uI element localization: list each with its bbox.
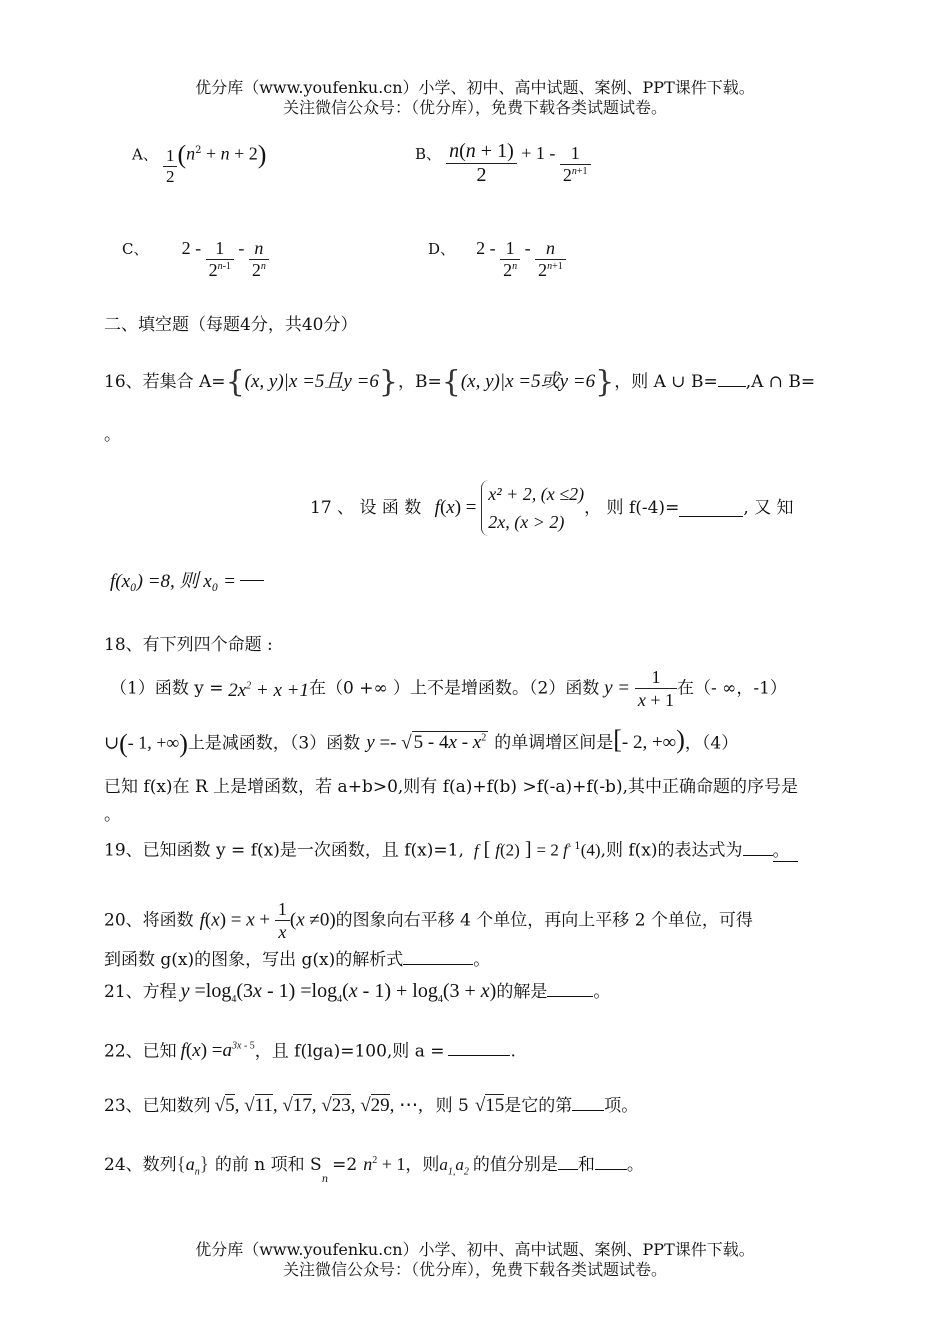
q23-tail2: 是它的第 xyxy=(504,1096,573,1116)
q16-blank-union[interactable] xyxy=(718,370,746,387)
q24-tail2: 的值分别是 xyxy=(472,1155,558,1175)
q21-tail: 的解是 xyxy=(496,982,548,1002)
option-b-fraction-2: $\frac{1}{2^{n+1}}$ xyxy=(560,143,591,186)
q24-blank-1[interactable] xyxy=(558,1153,578,1170)
option-d: D、 2 - $\frac{1}{2^n}$ - $\frac{n}{2^{n+1}}$ xyxy=(428,238,566,281)
option-b: B、 $\frac{n(n + 1)}{2}$ + 1 - $\frac{1}{2^{n+1}}$ xyxy=(415,140,591,187)
q17-condition: f(x₀) =8, 则 x₀ = xyxy=(110,571,236,592)
q21-end: 。 xyxy=(593,982,611,1002)
q24-prefix: 24、数列 xyxy=(104,1155,177,1175)
option-c: C、 2 - $\frac{1}{2^{n-1}}$ - $\frac{n}{2^n}$ xyxy=(122,238,269,281)
q16-tail: ，则 A ∪ B= xyxy=(614,372,718,392)
q18-p1c: 在（- ∞，-1） xyxy=(677,678,787,699)
question-23: 23、已知数列 √5, √11, √17, √23, √29, ⋯, 则 5 √15是它的第 项。 xyxy=(104,1095,639,1116)
option-a-label: A、 xyxy=(132,145,158,164)
q20-line-2-text: 到函数 g(x)的图象，写出 g(x)的解析式 xyxy=(104,950,404,970)
q23-end: 项。 xyxy=(604,1096,639,1116)
q18-p2a: 上是减函数，（3）函数 xyxy=(187,733,361,754)
q21-prefix: 21、方程 xyxy=(104,982,177,1002)
q18-fraction: $\frac{1}{x + 1}$ xyxy=(635,666,677,711)
q17-mid: ， 则 f(-4)= xyxy=(584,498,680,518)
option-a-fraction: $\frac{1}{2}$ xyxy=(163,146,178,187)
q19-text: 19、已知函数 y = f(x)是一次函数，且 f(x)=1, xyxy=(104,840,464,861)
q20-end: 。 xyxy=(473,950,491,970)
option-d-label: D、 xyxy=(428,240,456,258)
footer-line-1: 优分库（www.youfenku.cn）小学、初中、高中试题、案例、PPT课件下载。 xyxy=(195,1240,755,1259)
q17-blank-f[interactable] xyxy=(679,500,743,517)
header-line-2: 关注微信公众号：（优分库），免费下载各类试题试卷。 xyxy=(282,98,667,117)
question-22: 22、已知 $f(x) =a^{3x - 5}$，且 f(lga)=100,则 a = . xyxy=(104,1040,516,1062)
q20-tail: 的图象向右平移 4 个单位，再向上平移 2 个单位，可得 xyxy=(335,910,753,931)
q23-tail: 则 5 xyxy=(435,1096,469,1116)
q20-fraction: $\frac{1}{x}$ xyxy=(275,898,290,943)
q16-blank-sep: ,A ∩ B= xyxy=(745,372,816,392)
q18-p1: （1）函数 y = xyxy=(110,678,224,699)
question-21: 21、方程 $y =\log_4(3x - 1) =\log_4(x - 1) + \log_4(3 + x)$的解是 。 xyxy=(104,980,611,1005)
header-line-1: 优分库（www.youfenku.cn）小学、初中、高中试题、案例、PPT课件下载。 xyxy=(195,78,755,97)
q16-set-b: (x, y)|x =5或y =6 xyxy=(460,371,596,392)
q16-mid: ，B= xyxy=(398,372,442,392)
q22-prefix: 22、已知 xyxy=(104,1041,177,1062)
q20-prefix: 20、将函数 xyxy=(104,910,194,931)
q23-blank[interactable] xyxy=(572,1094,604,1111)
q22-tail: ，且 f(lga)=100,则 a = xyxy=(254,1041,445,1062)
q22-end: . xyxy=(510,1041,516,1062)
question-19: 19、已知函数 y = f(x)是一次函数，且 f(x)=1, f [ f(2) ] = 2 $f^{- 1}(4)$,则 f(x)的表达式为 。 xyxy=(104,836,798,862)
q16-prefix: 16、若集合 A= xyxy=(104,372,226,392)
q18-line-1: （1）函数 $y = 2x^2 + x +1$在（0 +∞ ）上不是增函数。（2）函数 y = $\frac{1}{x + 1}$ 在（- ∞，-1） xyxy=(110,667,787,710)
q20-line-2 xyxy=(104,948,490,971)
q17-case-2: 2x, (x > 2) xyxy=(488,512,565,532)
q19-blank[interactable] xyxy=(743,839,773,856)
option-c-fraction-2: $\frac{n}{2^n}$ xyxy=(249,238,269,281)
q18-p2c: ，（4） xyxy=(684,733,739,754)
section-title: 二、填空题（每题4分，共40分） xyxy=(104,315,358,335)
q16-set-a: (x, y)|x =5且y =6 xyxy=(244,371,379,392)
option-c-fraction-1: $\frac{1}{2^{n-1}}$ xyxy=(206,238,234,281)
footer-line-2: 关注微信公众号：（优分库），免费下载各类试题试卷。 xyxy=(282,1260,667,1279)
question-17: 17 、 设 函 数 f(x) = x² + 2, (x ≤2) 2x, (x > 2) ， 则 f(-4)= , 又 知 xyxy=(310,480,794,536)
q24-mid2: =2 xyxy=(332,1155,358,1175)
q18-p2b: 的单调增区间是 xyxy=(494,733,614,754)
option-b-label: B、 xyxy=(415,145,442,163)
q24-end: 。 xyxy=(626,1155,644,1175)
option-d-fraction-1: $\frac{1}{2^n}$ xyxy=(500,238,520,281)
q17-blank-x0[interactable] xyxy=(240,564,264,581)
q17-line-2 xyxy=(110,564,264,593)
q21-blank[interactable] xyxy=(547,980,593,997)
q22-blank[interactable] xyxy=(448,1039,510,1056)
option-d-fraction-2: $\frac{n}{2^{n+1}}$ xyxy=(535,238,566,281)
q18-line-2: ∪(- 1, +∞)上是减函数，（3）函数 y =- √ $5 - 4x - x^2$ 的单调增区间是[- 2, +∞)，（4） xyxy=(104,725,739,758)
q18-p1b: 在（0 +∞ ）上不是增函数。（2）函数 xyxy=(309,678,600,699)
q24-and: 和 xyxy=(577,1155,595,1175)
question-24: 24、数列$\{a_n\}$ 的前 n 项和 $S_n=2$ $n^2 + 1$，则$a_{1,}a_2$ 的值分别是 和 。 xyxy=(104,1154,644,1185)
q16-end: 。 xyxy=(104,425,121,445)
option-b-fraction-1: $\frac{n(n + 1)}{2}$ xyxy=(446,140,517,187)
q20-blank[interactable] xyxy=(403,948,473,965)
q24-tail: ，则 xyxy=(405,1155,440,1175)
q17-case-1: x² + 2, (x ≤2) xyxy=(488,484,585,504)
q17-prefix: 17 、 设 函 数 xyxy=(310,498,422,518)
q23-prefix: 23、已知数列 xyxy=(104,1096,211,1116)
q19-end: 。 xyxy=(773,841,798,862)
q18-line-3: 已知 f(x)在 R 上是增函数，若 a+b>0,则有 f(a)+f(b) >f(-a)+f(-b),其中正确命题的序号是 xyxy=(104,777,798,797)
option-c-label: C、 xyxy=(122,240,149,258)
question-16: 16、若集合 A={(x, y)|x =5且y =6}，B={(x, y)|x =5或y =6}，则 A ∪ B= ,A ∩ B= xyxy=(104,364,816,400)
question-20: 20、将函数 f(x) = x + $\frac{1}{x}$ (x ≠0)的图象向右平移 4 个单位，再向上平移 2 个单位，可得 xyxy=(104,899,753,942)
q17-piecewise xyxy=(481,480,584,536)
q24-blank-2[interactable] xyxy=(595,1153,627,1170)
q24-mid: 的前 n 项和 S xyxy=(214,1155,322,1175)
q18-end: 。 xyxy=(104,805,121,825)
q19-tail: ,则 f(x)的表达式为 xyxy=(600,840,743,861)
option-a: A、 $\frac{1}{2}$ $(n^2 + n + 2)$ xyxy=(132,140,267,186)
q18-title: 18、有下列四个命题 : xyxy=(104,635,273,655)
q17-tail: , 又 知 xyxy=(743,498,794,518)
